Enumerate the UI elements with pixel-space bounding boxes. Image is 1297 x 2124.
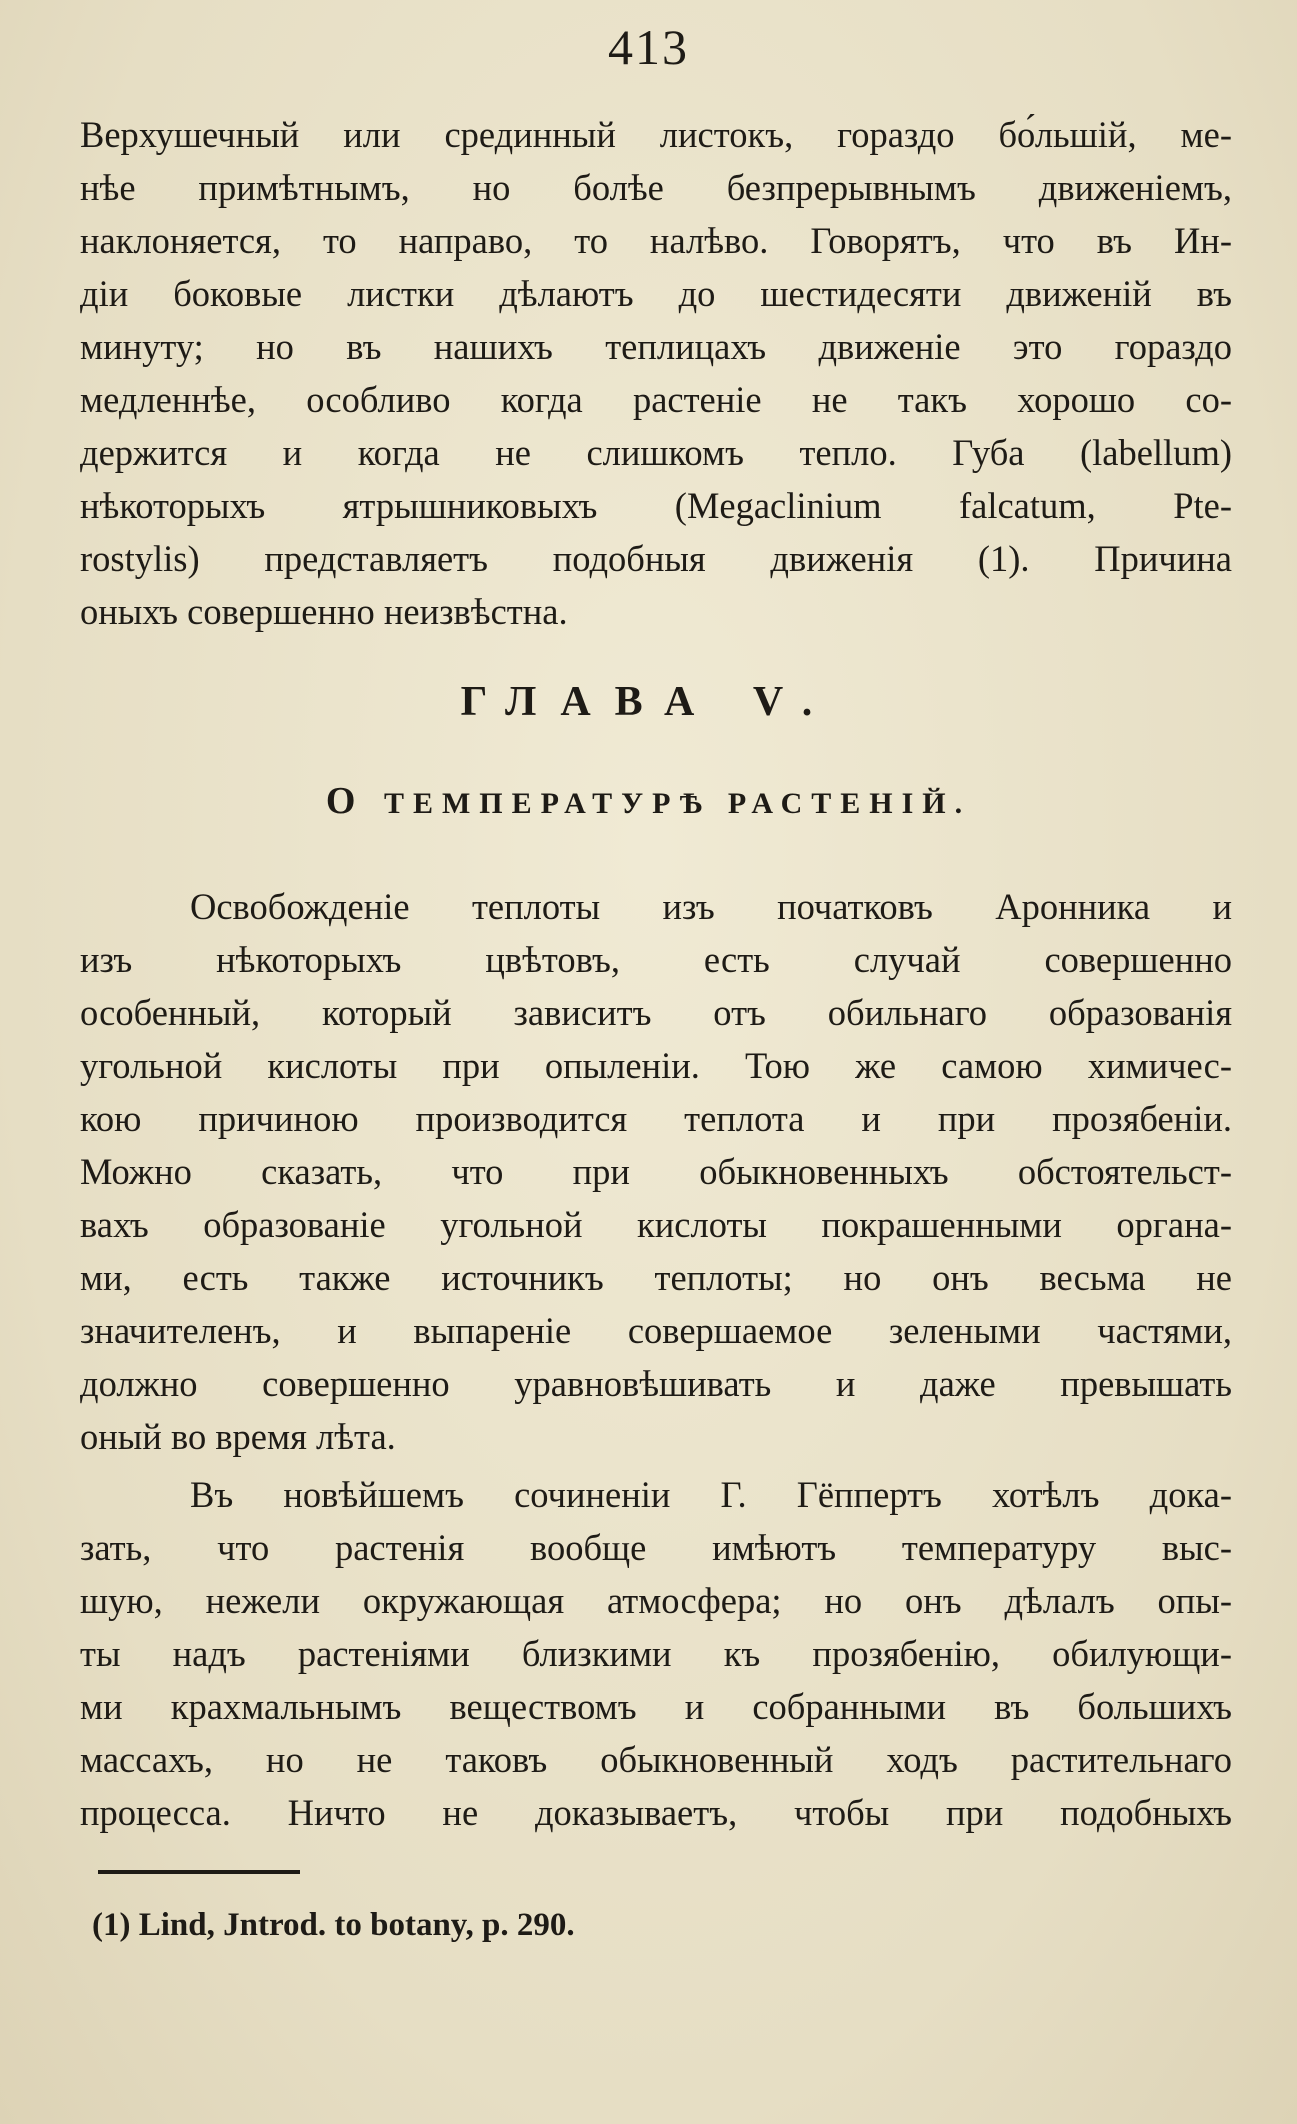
- text-line: зать, что растенія вообще имѣютъ температуру выс-: [80, 1527, 1232, 1568]
- text-line: нѣкоторыхъ ятрышниковыхъ (Megaclinium falcatum, Pte-: [80, 485, 1232, 526]
- text-line: угольной кислоты при опыленіи. Тою же самою химичес-: [80, 1045, 1232, 1086]
- paragraph-goeppert: [80, 1468, 1232, 1839]
- page-number: 413: [608, 19, 689, 75]
- text-line: нѣе примѣтнымъ, но болѣе безпрерывнымъ движеніемъ,: [80, 167, 1232, 208]
- text-line: Можно сказать, что при обыкновенныхъ обстоятельст-: [80, 1151, 1232, 1192]
- section-title: [0, 776, 1297, 829]
- text-line: должно совершенно уравновѣшивать и даже превышать: [80, 1363, 1232, 1404]
- text-line: оныхъ совершенно неизвѣстна.: [80, 591, 568, 632]
- text-line: вахъ образованіе угольной кислоты покрашенными органа-: [80, 1204, 1232, 1245]
- text-line: процесса. Ничто не доказываетъ, чтобы при подобныхъ: [80, 1792, 1232, 1833]
- text-line: изъ нѣкоторыхъ цвѣтовъ, есть случай совершенно: [80, 939, 1232, 980]
- text-line: особенный, который зависитъ отъ обильнаго образованія: [80, 992, 1232, 1033]
- footnote: (1) Lind, Jntrod. to botany, p. 290.: [92, 1907, 575, 1943]
- text-line: ты надъ растеніями близкими къ прозябенію, обилующи-: [80, 1633, 1232, 1674]
- paragraph-leaf-movement: [80, 108, 1232, 638]
- paragraph-heat-release: [80, 880, 1232, 1463]
- text-line: ми крахмальнымъ веществомъ и собранными въ большихъ: [80, 1686, 1232, 1727]
- chapter-title: ГЛАВА V.: [460, 679, 837, 725]
- text-line: значителенъ, и выпареніе совершаемое зелеными частями,: [80, 1310, 1232, 1351]
- text-line: rostylis) представляетъ подобныя движенія (1). Причина: [80, 538, 1232, 579]
- section-title-text: ТЕМПЕРАТУРѢ РАСТЕНІЙ.: [383, 787, 972, 820]
- text-line: кою причиною производится теплота и при прозябеніи.: [80, 1098, 1232, 1139]
- text-line: держится и когда не слишкомъ тепло. Губа (labellum): [80, 432, 1232, 473]
- text-line: наклоняется, то направо, то налѣво. Говорятъ, что въ Ин-: [80, 220, 1232, 261]
- section-title-initial: О: [325, 780, 368, 822]
- text-line: медленнѣе, особливо когда растеніе не такъ хорошо со-: [80, 379, 1232, 420]
- text-line: Верхушечный или срединный листокъ, гораздо бо́льшій, ме-: [80, 114, 1232, 155]
- text-line: минуту; но въ нашихъ теплицахъ движеніе это гораздо: [80, 326, 1232, 367]
- text-line: Освобожденіе теплоты изъ початковъ Аронника и: [190, 886, 1232, 927]
- footnote-divider: [98, 1870, 300, 1874]
- text-line: ми, есть также источникъ теплоты; но онъ весьма не: [80, 1257, 1232, 1298]
- text-line: діи боковые листки дѣлаютъ до шестидесяти движеній въ: [80, 273, 1232, 314]
- text-line: оный во время лѣта.: [80, 1416, 396, 1457]
- text-line: Въ новѣйшемъ сочиненіи Г. Гёппертъ хотѣлъ дока-: [190, 1474, 1232, 1515]
- text-line: массахъ, но не таковъ обыкновенный ходъ растительнаго: [80, 1739, 1232, 1780]
- text-line: шую, нежели окружающая атмосфера; но онъ дѣлалъ опы-: [80, 1580, 1232, 1621]
